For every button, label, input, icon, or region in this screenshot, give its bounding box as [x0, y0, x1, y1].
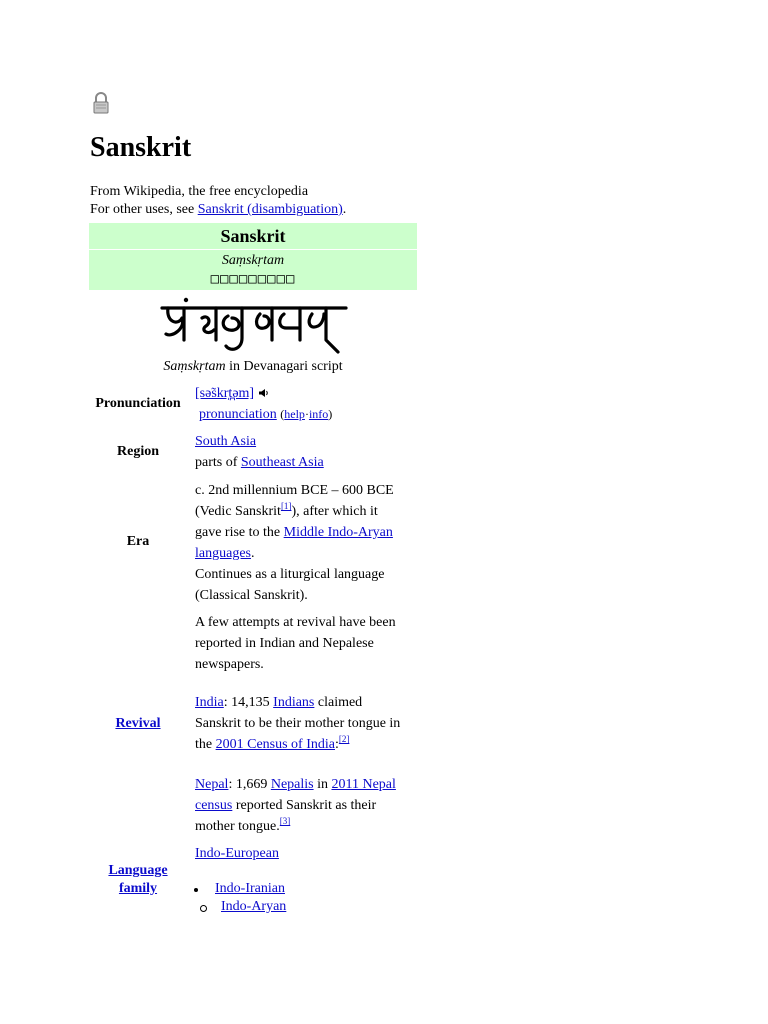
southeast-asia-link[interactable]: Southeast Asia — [240, 455, 324, 470]
hatnote-prefix: For other uses, see — [90, 202, 198, 217]
pronunciation-value: [sə̃skr̩t̪əm] pronunciation (help·info) — [195, 386, 333, 422]
list-bullet — [194, 888, 198, 892]
family-grandchild — [221, 897, 446, 917]
caption-text: in Devanagari script — [225, 359, 343, 374]
revival-value — [195, 612, 420, 675]
era-label: Era — [126, 534, 150, 549]
indo-iranian-link[interactable]: Indo-Iranian — [215, 881, 285, 896]
era-period: . — [250, 546, 255, 561]
hatnote-suffix: . — [342, 202, 347, 217]
citation-3-link[interactable]: [3] — [279, 816, 291, 826]
revival-text-1: A few attempts at revival have been — [195, 615, 396, 630]
revival-link[interactable]: Revival — [115, 716, 161, 731]
india-count: : 14,135 — [223, 695, 274, 710]
indo-european-link[interactable]: Indo-European — [195, 846, 279, 861]
language-family-link-2[interactable]: family — [118, 881, 158, 896]
infobox-title: Sanskrit — [89, 223, 417, 249]
era-line-1: c. 2nd millennium BCE – 600 BCE — [195, 483, 394, 498]
in-text: in — [313, 777, 332, 792]
pronunciation-audio-link[interactable]: pronunciation — [199, 407, 277, 422]
india-link[interactable]: India — [195, 695, 224, 710]
indo-aryan-link[interactable]: Indo-Aryan — [221, 899, 287, 914]
language-family-link-1[interactable]: Language — [108, 863, 168, 878]
caption-transliteration: Saṃskṛtam — [163, 359, 226, 374]
separator-dot: · — [304, 407, 309, 421]
image-caption — [89, 358, 417, 376]
middle-indo-aryan-link[interactable]: Middle Indo-Aryan — [283, 525, 393, 540]
era-line-3: gave rise to the — [195, 525, 284, 540]
revival-nepal-line-3: mother tongue. — [195, 819, 280, 834]
help-link[interactable]: help — [284, 407, 305, 421]
info-link[interactable]: info — [308, 407, 329, 421]
nepal-link[interactable]: Nepal — [195, 777, 229, 792]
list-sub-bullet — [200, 905, 207, 912]
region-value — [195, 431, 420, 473]
era-line-2a: (Vedic Sanskrit — [195, 504, 281, 519]
disambiguation-link[interactable]: Sanskrit (disambiguation) — [197, 202, 343, 217]
infobox-native-name — [89, 250, 417, 290]
middle-indo-aryan-link-cont[interactable]: languages — [195, 546, 251, 561]
ipa-link[interactable]: [sə̃skr̩t̪əm] — [195, 386, 255, 401]
revival-india-line-3: the — [195, 737, 216, 752]
indians-link[interactable]: Indians — [273, 695, 315, 710]
era-line-5: Continues as a liturgical language — [195, 567, 385, 582]
era-line-6: (Classical Sanskrit). — [195, 588, 308, 603]
nepal-count: : 1,669 — [228, 777, 271, 792]
citation-1-link[interactable]: [1] — [280, 501, 292, 511]
census-india-link[interactable]: 2001 Census of India — [215, 737, 335, 752]
era-line-2b: ), after which it — [291, 504, 378, 519]
hatnote — [90, 201, 346, 219]
native-script-missing-glyphs: □□□□□□□□□ — [210, 271, 296, 287]
native-transliteration: Saṃskṛtam — [221, 253, 285, 268]
claimed-text: claimed — [314, 695, 363, 710]
revival-nepal — [195, 774, 420, 837]
language-family-label — [89, 862, 187, 898]
revival-text-2: reported in Indian and Nepalese — [195, 636, 374, 651]
revival-india-line-2: Sanskrit to be their mother tongue in — [195, 716, 401, 731]
revival-label — [89, 715, 187, 733]
devanagari-script-image — [160, 296, 350, 358]
south-asia-link[interactable]: South Asia — [195, 434, 257, 449]
census-nepal-link-cont[interactable]: census — [195, 798, 233, 813]
speaker-icon[interactable] — [258, 388, 270, 398]
revival-india — [195, 692, 420, 755]
family-child — [215, 879, 440, 899]
colon: : — [335, 737, 339, 752]
citation-2-link[interactable]: [2] — [338, 734, 350, 744]
family-root — [195, 843, 420, 864]
page-title: Sanskrit — [90, 132, 192, 163]
lock-icon — [92, 92, 110, 114]
tagline: From Wikipedia, the free encyclopedia — [90, 184, 309, 199]
region-text: parts of — [195, 455, 241, 470]
pronunciation-label: Pronunciation — [95, 396, 181, 411]
revival-text-3: newspapers. — [195, 657, 264, 672]
era-value — [195, 480, 420, 606]
revival-nepal-line-2: reported Sanskrit as their — [232, 798, 377, 813]
nepalis-link[interactable]: Nepalis — [270, 777, 314, 792]
region-label: Region — [117, 444, 159, 459]
census-nepal-link[interactable]: 2011 Nepal — [331, 777, 396, 792]
